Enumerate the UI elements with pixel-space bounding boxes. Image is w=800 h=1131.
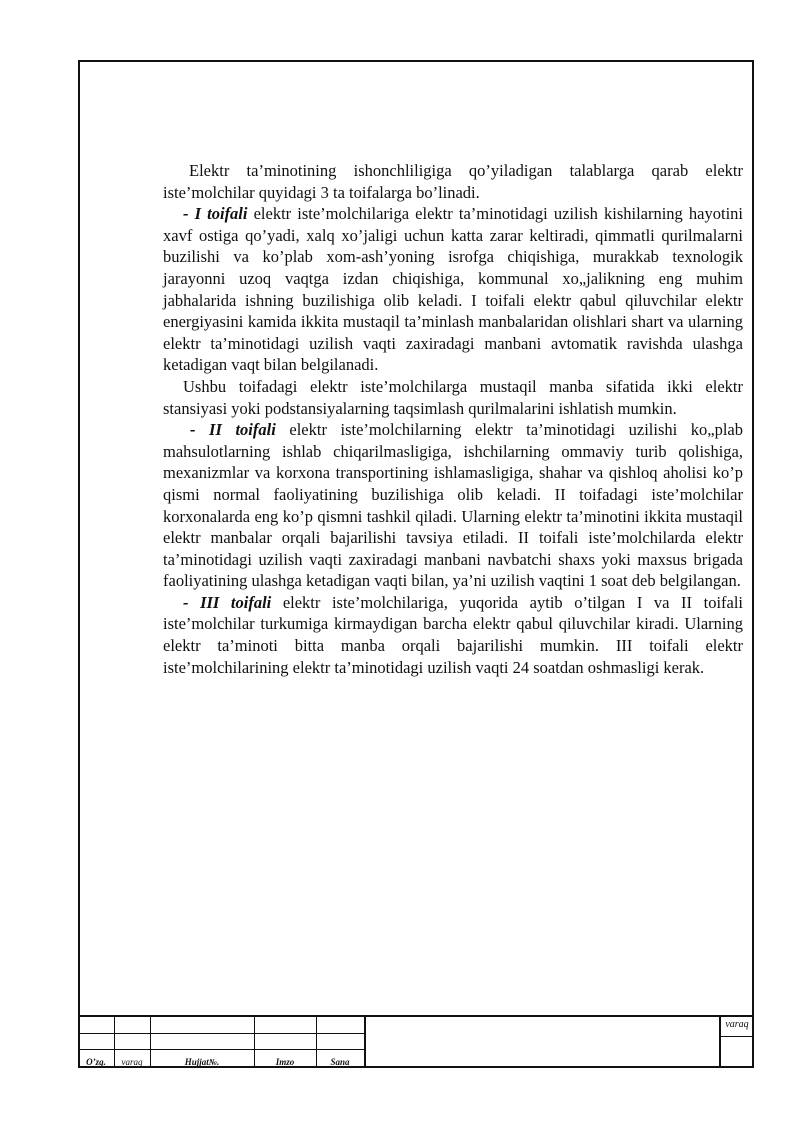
paragraph-category-2 xyxy=(163,419,743,592)
stamp-label-document-no: Hujjat№. xyxy=(184,1057,220,1067)
category-1-heading: - I toifali xyxy=(183,204,248,224)
stamp-divider xyxy=(364,1017,366,1068)
paragraph-intro: Elektr ta’minotining ishonchliligiga qo’yiladigan talablarga qarab elektr iste’molchilar quyidagi 3 ta toifalarga bo’linadi. xyxy=(163,161,743,202)
stamp-row-line xyxy=(78,1033,364,1034)
sheet-number-label: varaq xyxy=(725,1019,749,1030)
paragraph-category-1 xyxy=(163,203,743,376)
category-3-text: elektr iste’molchilariga, yuqorida aytib o’tilgan I va II toifali iste’molchilar turkumiga kirmaydigan barcha elektr qabul qiluvchilar kiradi. Ularning elektr ta’minoti bitta manba orqali bajarilishi mumkin. III toifali elektr iste’molchilarining elektr ta’minotidagi uzilish vaqti 24 soatdan oshmasligi kerak. xyxy=(163,592,744,677)
stamp-row-line xyxy=(78,1049,364,1050)
category-3-heading: - III toifali xyxy=(183,592,272,612)
stamp-row-line xyxy=(719,1036,754,1037)
paragraph-category-1-sources: Ushbu toifadagi elektr iste’molchilarga mustaqil manba sifatida ikki elektr stansiyasi yoki podstansiyalarning taqsimlash qurilmalarini ishlatish mumkin. xyxy=(163,376,743,418)
category-2-heading: - II toifali xyxy=(190,420,276,440)
stamp-label-change: O’zg. xyxy=(86,1057,106,1067)
paragraph-category-3 xyxy=(163,592,743,678)
stamp-label-sheet: varaq xyxy=(121,1057,143,1067)
category-1-text: elektr iste’molchilariga elektr ta’minotidagi uzilish kishilarning hayotini xavf ostiga qo’yadi, xalq xo’jaligi uchun katta zarar keltiradi, qimmatli qurilmalarni buzilishi va ko’plab xom-ash’yoning isrofga chiqishiga, murakkab texnologik jarayonni uzoq vaqtga izdan chiqishiga, kommunal xo„jalikning eng muhim jabhalarida ishning buzilishiga olib keladi. I toifali elektr qabul qiluvchilar elektr energiyasini kamida ikkita mustaqil ta’minlash manbalaridan olishlari shart va ularning elektr ta’minotidagi uzilish vaqti zaxiradagi manbani avtomatik ravishda ulashga ketadigan vaqt bilan belgilanadi. xyxy=(163,204,743,375)
category-2-text: elektr iste’molchilarning elektr ta’minotidagi uzilishi ko„plab mahsulotlarning ishlab chiqarilmasligiga, ishchilarning ommaviy turib qolishiga, mexanizmlar va korxona transportining ishlamasligiga, shahar va qishloq aholisi ko’p qismi normal faoliyatining buzilishiga olib keladi. II toifadagi iste’molchilar korxonalarda eng ko’p qismni tashkil qiladi. Ularning elektr ta’minotini ikkita mustaqil elektr manbalar orqali bajarilishi tavsiya etiladi. II toifali iste’molchilarda elektr ta’minotidagi uzilish vaqti zaxiradagi manbani navbatchi shaxs yoki maxsus brigada faoliyatining ulashga ketadigan vaqti bilan, ya’ni uzilish vaqtini 1 soat deb belgilangan. xyxy=(163,420,743,591)
document-body xyxy=(163,160,743,678)
stamp-label-signature: Imzo xyxy=(275,1057,295,1067)
stamp-label-date: Sana xyxy=(330,1057,350,1067)
